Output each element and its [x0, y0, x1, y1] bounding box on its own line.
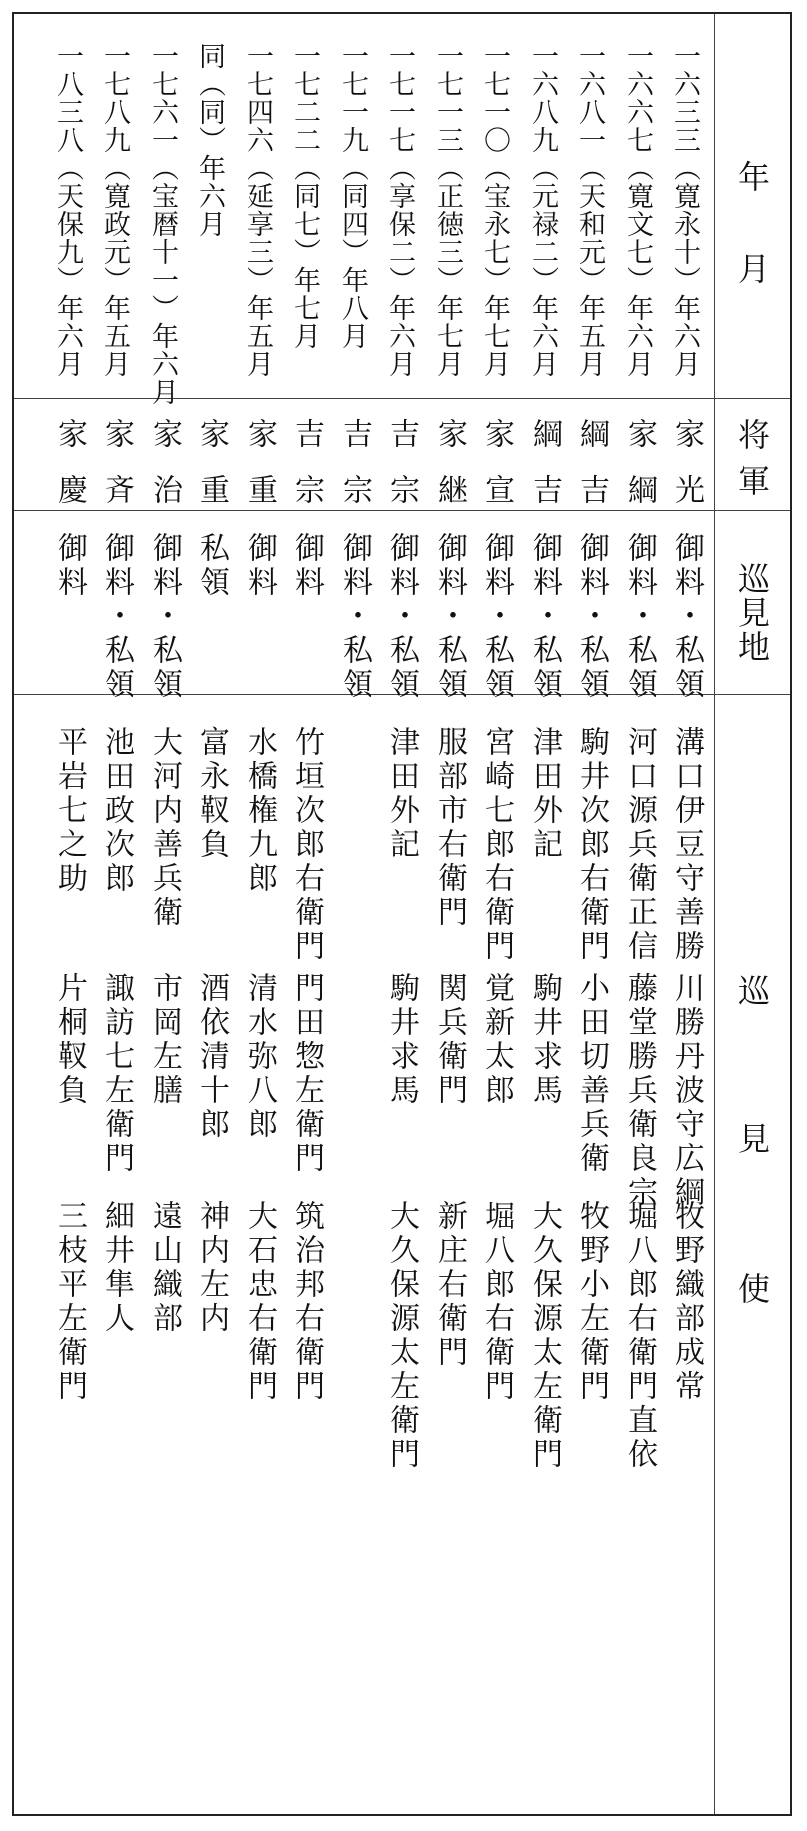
row-envoy-3: 大久保源太左衛門 — [527, 1200, 562, 1472]
row-shogun: 家斉 — [99, 418, 134, 530]
row-inspected-land: 御料・私領 — [432, 532, 467, 702]
row-envoy-1: 水橋権九郎 — [242, 726, 277, 896]
row-date: 一六八一（天和元）年五月 — [574, 42, 605, 378]
row-shogun: 家継 — [432, 418, 467, 530]
row-envoy-2: 諏訪七左衛門 — [99, 972, 134, 1176]
row-date: 一七八九（寛政元）年五月 — [99, 42, 130, 378]
row-envoy-3: 三枝平左衛門 — [52, 1200, 87, 1404]
row-envoy-2: 駒井求馬 — [384, 972, 419, 1108]
row-inspected-land: 御料・私領 — [527, 532, 562, 702]
row-envoy-3: 遠山織部 — [147, 1200, 182, 1336]
row-envoy-1: 駒井次郎右衛門 — [574, 726, 609, 964]
row-envoy-1: 河口源兵衛正信 — [622, 726, 657, 964]
row-shogun: 家治 — [147, 418, 182, 530]
row-envoy-2: 門田惣左衛門 — [289, 972, 324, 1176]
row-date: 一八三八（天保九）年六月 — [52, 42, 83, 378]
row-envoy-3: 牧野小左衛門 — [574, 1200, 609, 1404]
header-shogun-char: 軍 — [733, 464, 771, 496]
row-date: 一七四六（延享三）年五月 — [242, 42, 273, 378]
row-envoy-1: 池田政次郎 — [99, 726, 134, 896]
row-shogun: 綱吉 — [527, 418, 562, 530]
row-inspected-land: 私領 — [194, 532, 229, 600]
row-envoy-3: 大石忠右衛門 — [242, 1200, 277, 1404]
row-envoy-1: 平岩七之助 — [52, 726, 87, 896]
row-inspected-land: 御料・私領 — [669, 532, 704, 702]
row-shogun: 家宣 — [479, 418, 514, 530]
row-envoy-3: 細井隼人 — [99, 1200, 134, 1336]
row-envoy-3: 新庄右衛門 — [432, 1200, 467, 1370]
row-inspected-land: 御料・私領 — [384, 532, 419, 702]
row-envoy-1: 竹垣次郎右衛門 — [289, 726, 324, 964]
row-shogun: 家重 — [194, 418, 229, 530]
row-inspected-land: 御料 — [289, 532, 324, 600]
row-envoy-3: 堀八郎右衛門 — [479, 1200, 514, 1404]
row-inspected-land: 御料 — [52, 532, 87, 600]
row-envoy-1: 服部市右衛門 — [432, 726, 467, 930]
row-envoy-3: 大久保源太左衛門 — [384, 1200, 419, 1472]
row-shogun: 綱吉 — [574, 418, 609, 530]
row-envoy-2: 関兵衛門 — [432, 972, 467, 1108]
row-envoy-2: 片桐靫負 — [52, 972, 87, 1108]
header-junkenshi-char: 巡 — [733, 974, 771, 1006]
row-envoy-2: 川勝丹波守広綱 — [669, 972, 704, 1210]
row-date: 一七一九（同四）年八月 — [337, 42, 368, 350]
row-envoy-1: 大河内善兵衛 — [147, 726, 182, 930]
row-date: 一七一〇（宝永七）年七月 — [479, 42, 510, 378]
row-envoy-2: 市岡左膳 — [147, 972, 182, 1108]
row-date: 一六三三（寛永十）年六月 — [669, 42, 700, 378]
row-envoy-1: 溝口伊豆守善勝 — [669, 726, 704, 964]
row-inspected-land: 御料・私領 — [622, 532, 657, 702]
header-month-char: 月 — [733, 252, 771, 284]
row-shogun: 吉宗 — [289, 418, 324, 530]
header-junkenshi-char: 使 — [733, 1272, 771, 1304]
section-divider-line — [14, 398, 790, 399]
header-junkenshi-char: 見 — [733, 1122, 771, 1154]
row-envoy-2: 駒井求馬 — [527, 972, 562, 1108]
row-shogun: 家重 — [242, 418, 277, 530]
row-envoy-1: 津田外記 — [384, 726, 419, 862]
header-shogun-char: 将 — [733, 418, 771, 450]
row-shogun: 家綱 — [622, 418, 657, 530]
row-envoy-2: 清水弥八郎 — [242, 972, 277, 1142]
header-year-char: 年 — [733, 160, 771, 192]
row-envoy-3: 筑治邦右衛門 — [289, 1200, 324, 1404]
row-shogun: 家光 — [669, 418, 704, 530]
row-inspected-land: 御料・私領 — [574, 532, 609, 702]
row-envoy-2: 覚新太郎 — [479, 972, 514, 1108]
row-shogun: 家慶 — [52, 418, 87, 530]
row-date: 一七一三（正徳三）年七月 — [432, 42, 463, 378]
row-envoy-1: 津田外記 — [527, 726, 562, 862]
header-divider-line — [714, 14, 715, 1814]
document-page — [12, 12, 792, 1816]
row-envoy-1: 宮崎七郎右衛門 — [479, 726, 514, 964]
row-inspected-land: 御料・私領 — [147, 532, 182, 702]
row-envoy-2: 藤堂勝兵衛良宗 — [622, 972, 657, 1210]
row-date: 一七六一（宝暦十一）年六月 — [147, 42, 178, 406]
row-envoy-1: 富永靫負 — [194, 726, 229, 862]
row-envoy-2: 酒依清十郎 — [194, 972, 229, 1142]
row-envoy-3: 堀八郎右衛門直依 — [622, 1200, 657, 1472]
row-date: 一六八九（元禄二）年六月 — [527, 42, 558, 378]
row-shogun: 吉宗 — [337, 418, 372, 530]
row-envoy-3: 神内左内 — [194, 1200, 229, 1336]
row-date: 一六六七（寛文七）年六月 — [622, 42, 653, 378]
row-inspected-land: 御料・私領 — [337, 532, 372, 702]
row-inspected-land: 御料・私領 — [99, 532, 134, 702]
row-envoy-3: 牧野織部成常 — [669, 1200, 704, 1404]
row-envoy-2: 小田切善兵衛 — [574, 972, 609, 1176]
row-date: 一七二二（同七）年七月 — [289, 42, 320, 350]
row-inspected-land: 御料 — [242, 532, 277, 600]
row-shogun: 吉宗 — [384, 418, 419, 530]
row-date: 一七一七（享保二）年六月 — [384, 42, 415, 378]
header-junkenchi: 巡見地 — [733, 562, 771, 664]
row-date: 同（同）年六月 — [194, 42, 225, 238]
row-inspected-land: 御料・私領 — [479, 532, 514, 702]
